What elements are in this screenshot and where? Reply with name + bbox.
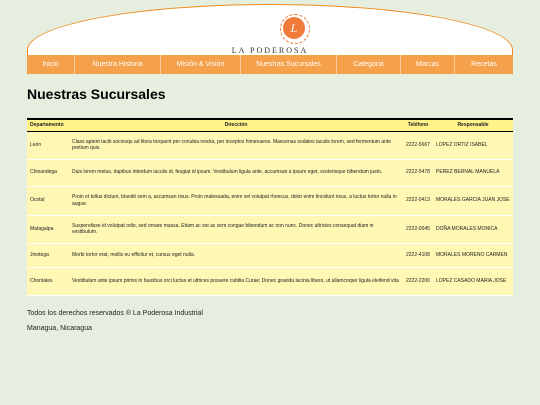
cell-departamento: Jinotega: [30, 251, 49, 258]
cell-telefono: 2222-0045: [406, 225, 430, 232]
cell-direccion: Vestibulum ante ipsum primis in faucibus orci luctus et ultrices posuere cubilia Curae; Donec gravida lacinia libero, ut ullamcorper ligula eleifend vita: [72, 277, 399, 284]
table-row: [27, 243, 513, 267]
cell-direccion: Morbi tortor erat, mollis eu efficitur et, cursus eget nulla.: [72, 251, 196, 258]
branches-table: [27, 118, 513, 296]
col-header-responsable: Responsable: [457, 122, 489, 129]
cell-responsable: LOPEZ CASADO MARIA JOSE: [436, 277, 507, 284]
brand-logo[interactable]: [283, 17, 305, 39]
cell-telefono: 2222-5667: [406, 141, 430, 148]
cell-responsable: MORALES MORENO CARMEN: [436, 251, 508, 258]
nav-item-recetas[interactable]: Recetas: [455, 55, 513, 74]
cell-direccion: Class aptent taciti sociosqu ad litora torquent per conubia nostra, per inceptos himenaeos. Maecenas sodales iaculis lorem, sed fermentum ante pretium quis.: [72, 138, 392, 151]
col-header-telefono: Teléfono: [407, 122, 429, 129]
page-title: Nuestras Sucursales: [27, 86, 166, 102]
cell-responsable: DOÑA MORALES MONICA: [436, 225, 498, 232]
cell-responsable: PEREZ BERNAL MANUELA: [436, 169, 500, 176]
cell-departamento: Chontales: [30, 277, 53, 284]
cell-direccion: Proin et tellus dictum, blandit sem a, accumsan risus. Proin malesuada, enim vel volutpat rhoncus, dolor enim tincidunt risus, a luctus tortor nulla in augue.: [72, 194, 397, 207]
nav-item-inicio[interactable]: Inicio: [27, 55, 75, 74]
cell-departamento: Ocotal: [30, 197, 45, 204]
brand-name: LA PODEROSA: [231, 46, 309, 55]
site-header: [27, 4, 513, 56]
cell-telefono: 2222-5478: [406, 169, 430, 176]
col-header-departamento: Departamento: [30, 122, 64, 129]
cell-direccion: Duis lorem metus, dapibus interdum iaculis id, feugiat id ipsum. Vestibulum ligula ante, accumsan a ipsum eget, scelerisque bibendum justo.: [72, 169, 383, 176]
cell-telefono: 2222-2200: [406, 277, 430, 284]
logo-letter: L: [290, 20, 298, 35]
nav-item-misi-n-visi-n[interactable]: Misión & Visión: [161, 55, 241, 74]
cell-telefono: 2222-0413: [406, 197, 430, 204]
cell-responsable: MORALES GARCIA JUAN JOSE: [436, 197, 510, 204]
nav-item-nuestras-sucursales[interactable]: Nuestras Sucursales: [241, 55, 337, 74]
table-row: [27, 215, 513, 243]
cell-responsable: LOPEZ ORTIZ ISABEL: [436, 141, 488, 148]
nav-item-nuestra-historia[interactable]: Nuestra Historia: [75, 55, 161, 74]
footer-location: Managua, Nicaragua: [27, 325, 92, 332]
cell-telefono: 2222-4108: [406, 251, 430, 258]
table-row: [27, 267, 513, 295]
cell-departamento: León: [30, 141, 42, 148]
footer-rights: Todos los derechos reservados ® La Poderosa Industrial: [27, 310, 203, 317]
col-header-direccion: Dirección: [224, 122, 248, 129]
table-header-row: [27, 119, 513, 131]
nav-item-marcas[interactable]: Marcas: [401, 55, 455, 74]
cell-departamento: Matagalpa: [30, 225, 54, 232]
nav-item-categoria[interactable]: Categoria: [337, 55, 401, 74]
table-row: [27, 159, 513, 186]
cell-departamento: Chinandega: [30, 169, 57, 176]
cell-direccion: Suspendisse id volutpat odio, sed ornare massa. Etiam ac est ac sem congue bibendum ac non nunc. Donec ultricies consequat diam in vestibulum.: [72, 222, 374, 235]
main-nav: [27, 55, 513, 74]
table-row: [27, 131, 513, 159]
table-row: [27, 186, 513, 215]
